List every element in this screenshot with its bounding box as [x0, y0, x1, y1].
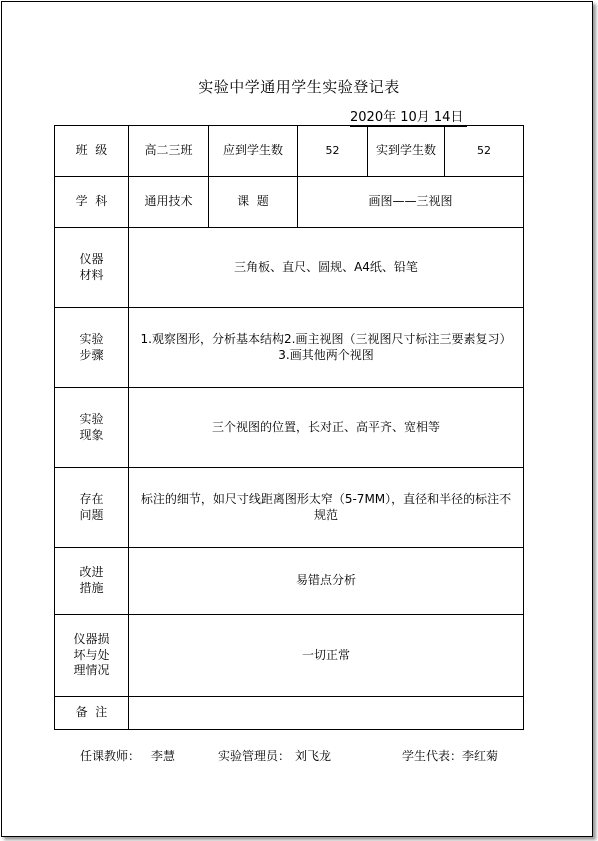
- class-label: 班 级: [55, 126, 129, 177]
- actual-students-label: 实到学生数: [368, 126, 445, 177]
- registration-table: [54, 125, 524, 730]
- problems-label: 存在 问题: [55, 468, 129, 548]
- problems-row: [55, 468, 524, 548]
- phenomena-row: [55, 388, 524, 468]
- steps-label: 实验 步骤: [55, 308, 129, 388]
- problems-value: 标注的细节，如尺寸线距离图形太窄（5-7MM），直径和半径的标注不规范: [129, 468, 524, 548]
- improvement-label: 改进 措施: [55, 548, 129, 615]
- student-label: 学生代表：: [402, 749, 463, 763]
- topic-label: 课 题: [209, 177, 298, 228]
- manager-label: 实验管理员：: [218, 749, 291, 763]
- class-value: 高二三班: [129, 126, 209, 177]
- actual-students-value: 52: [445, 126, 524, 177]
- subject-value: 通用技术: [129, 177, 209, 228]
- expected-students-label: 应到学生数: [209, 126, 298, 177]
- subject-row: [55, 177, 524, 228]
- subject-label: 学 科: [55, 177, 129, 228]
- equipment-row: [55, 615, 524, 697]
- class-row: [55, 126, 524, 177]
- materials-row: [55, 228, 524, 308]
- steps-row: [55, 308, 524, 388]
- remarks-label: 备 注: [55, 697, 129, 730]
- teacher-name: 李慧: [151, 749, 176, 763]
- form-date: 2020年 10月 14日: [350, 106, 467, 127]
- phenomena-value: 三个视图的位置，长对正、高平齐、宽相等: [129, 388, 524, 468]
- form-title: 实验中学通用学生实验登记表: [198, 78, 400, 96]
- manager-name: 刘飞龙: [295, 749, 332, 763]
- teacher-label: 任课教师：: [80, 749, 141, 763]
- equipment-value: 一切正常: [129, 615, 524, 697]
- expected-students-value: 52: [298, 126, 368, 177]
- phenomena-label: 实验 现象: [55, 388, 129, 468]
- remarks-value: [129, 697, 524, 730]
- student-name: 李红菊: [462, 749, 499, 763]
- remarks-row: [55, 697, 524, 730]
- topic-value: 画图——三视图: [298, 177, 524, 228]
- steps-value: 1.观察图形，分析基本结构2.画主视图（三视图尺寸标注三要素复习）3.画其他两个视图: [129, 308, 524, 388]
- improvement-row: [55, 548, 524, 615]
- materials-label: 仪器 材料: [55, 228, 129, 308]
- equipment-label: 仪器损 坏与处 理情况: [55, 615, 129, 697]
- materials-value: 三角板、直尺、圆规、A4纸、铅笔: [129, 228, 524, 308]
- improvement-value: 易错点分析: [129, 548, 524, 615]
